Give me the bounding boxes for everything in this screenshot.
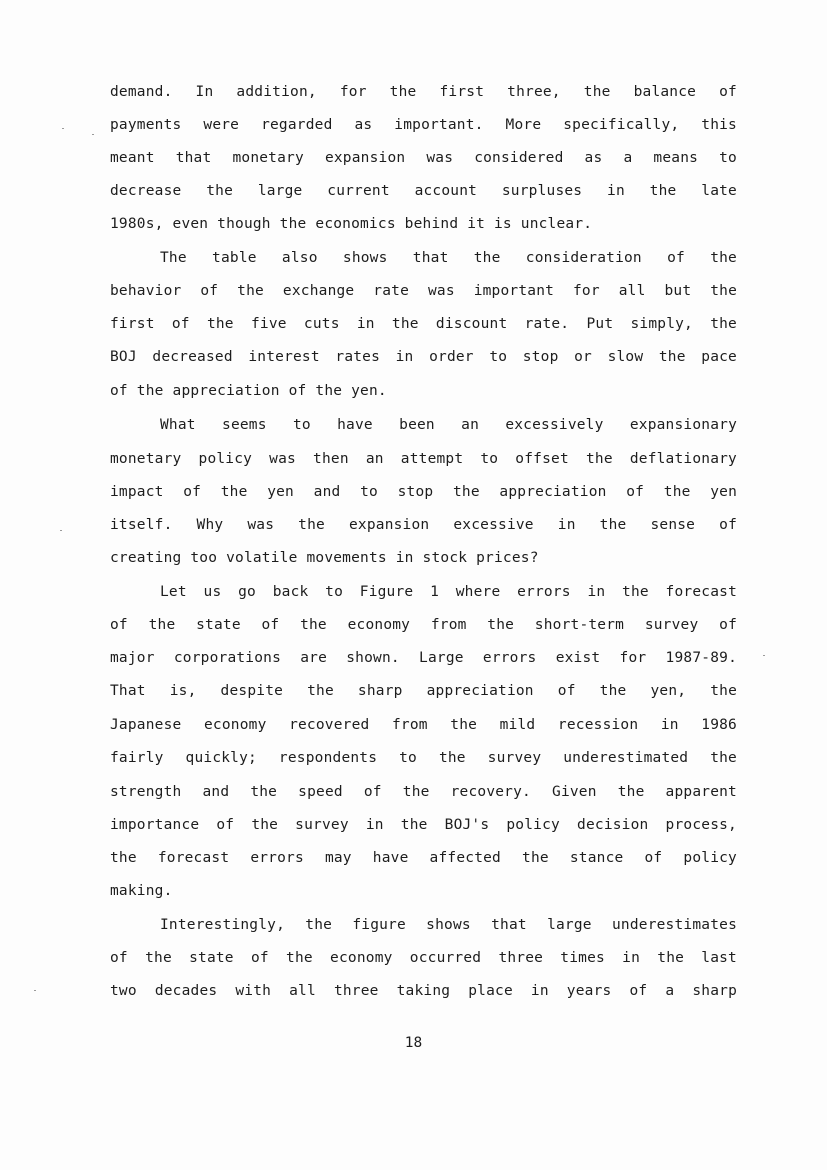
page-number: 18	[404, 1035, 423, 1051]
text-line: Let us go back to Figure 1 where errors in the forecast	[160, 584, 737, 600]
text-line: strength and the speed of the recovery. Given the apparent	[110, 784, 737, 800]
text-line: That is, despite the sharp appreciation of the yen, the	[110, 683, 737, 699]
text-line: behavior of the exchange rate was important for all but the	[110, 283, 737, 299]
scan-speck	[763, 655, 765, 656]
text-line: 1980s, even though the economics behind it is unclear.	[110, 216, 593, 232]
scan-speck	[62, 128, 64, 129]
text-line: meant that monetary expansion was considered as a means to	[110, 150, 737, 166]
text-line: of the state of the economy occurred three times in the last	[110, 950, 737, 966]
text-line: itself. Why was the expansion excessive in the sense of	[110, 517, 737, 533]
text-line: fairly quickly; respondents to the survey underestimated the	[110, 750, 737, 766]
text-line: impact of the yen and to stop the appreciation of the yen	[110, 484, 737, 500]
scan-speck	[92, 134, 94, 135]
text-line: decrease the large current account surpluses in the late	[110, 183, 737, 199]
text-line: BOJ decreased interest rates in order to stop or slow the pace	[110, 349, 737, 365]
text-line: major corporations are shown. Large errors exist for 1987-89.	[110, 650, 737, 666]
scan-speck	[34, 990, 36, 991]
text-line: creating too volatile movements in stock prices?	[110, 550, 539, 566]
text-line: payments were regarded as important. More specifically, this	[110, 117, 737, 133]
text-line: demand. In addition, for the first three, the balance of	[110, 84, 737, 100]
text-line: first of the five cuts in the discount rate. Put simply, the	[110, 316, 737, 332]
text-line: making.	[110, 883, 173, 899]
text-line: the forecast errors may have affected the stance of policy	[110, 850, 737, 866]
text-line: of the appreciation of the yen.	[110, 383, 387, 399]
text-line: importance of the survey in the BOJ's policy decision process,	[110, 817, 737, 833]
text-line: Interestingly, the figure shows that large underestimates	[160, 917, 737, 933]
text-line: What seems to have been an excessively expansionary	[160, 417, 737, 433]
text-line: monetary policy was then an attempt to offset the deflationary	[110, 451, 737, 467]
text-line: Japanese economy recovered from the mild recession in 1986	[110, 717, 737, 733]
scan-speck	[60, 530, 62, 531]
text-line: of the state of the economy from the short-term survey of	[110, 617, 737, 633]
text-line: two decades with all three taking place in years of a sharp	[110, 983, 737, 999]
text-line: The table also shows that the consideration of the	[160, 250, 737, 266]
